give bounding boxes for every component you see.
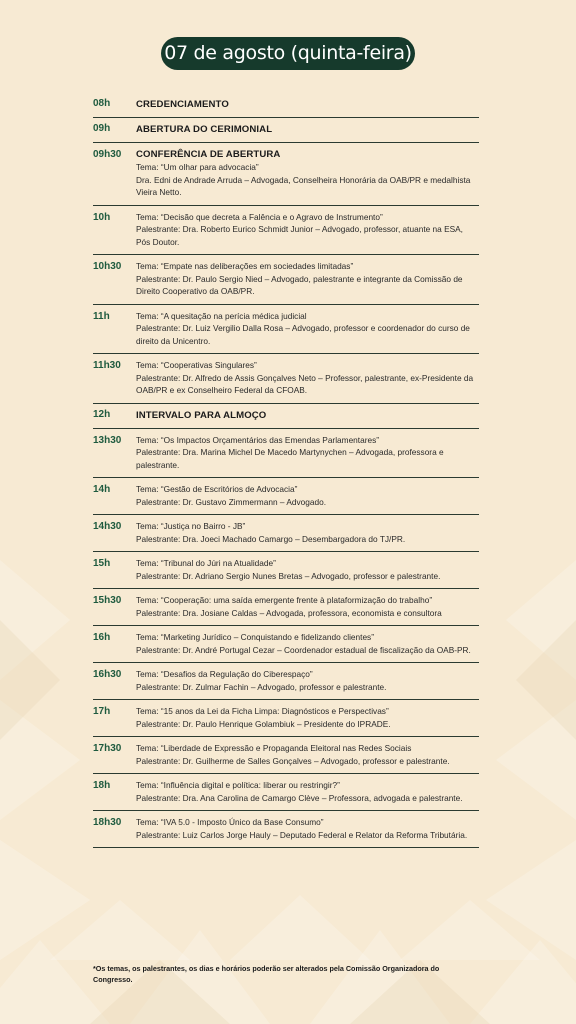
- schedule-content: [136, 310, 479, 348]
- schedule-time: 10h30: [93, 261, 122, 272]
- schedule-content: [136, 123, 479, 136]
- schedule-time: 15h: [93, 558, 111, 569]
- talk-speaker: Palestrante: Dr. Gustavo Zimmermann – Advogado.: [136, 496, 326, 507]
- schedule-row: [93, 404, 479, 429]
- section-title: INTERVALO PARA ALMOÇO: [136, 409, 267, 421]
- talk-speaker: Palestrante: Dr. Zulmar Fachin – Advogado, professor e palestrante.: [136, 681, 387, 692]
- schedule-time: 18h30: [93, 817, 122, 828]
- section-title: CREDENCIAMENTO: [136, 99, 229, 110]
- schedule-content: [136, 668, 479, 693]
- schedule-content: [136, 98, 479, 111]
- talk-speaker: Palestrante: Luiz Carlos Jorge Hauly – Deputado Federal e Relator da Reforma Tributária.: [136, 829, 468, 840]
- schedule-content: [136, 705, 479, 730]
- schedule-list: [93, 93, 479, 848]
- schedule-content: [136, 816, 479, 841]
- schedule-time: 09h: [93, 123, 111, 134]
- schedule-content: [136, 483, 479, 508]
- talk-theme: Tema: “A quesitação na perícia médica judicial: [136, 310, 307, 321]
- schedule-row: [93, 478, 479, 515]
- schedule-content: [136, 779, 479, 804]
- schedule-time: 12h: [93, 408, 111, 420]
- schedule-content: [136, 148, 479, 199]
- talk-theme: Tema: “Marketing Jurídico – Conquistando e fidelizando clientes”: [136, 632, 374, 642]
- talk-theme: Tema: “Um olhar para advocacia”: [136, 162, 259, 172]
- schedule-content: [136, 260, 479, 298]
- talk-speaker: Palestrante: Dr. Paulo Henrique Golambiuk – Presidente do IPRADE.: [136, 718, 391, 729]
- schedule-row: [93, 305, 479, 355]
- schedule-time: 16h: [93, 632, 111, 643]
- talk-theme: Tema: “Cooperação: uma saída emergente frente à plataformização do trabalho”: [136, 595, 433, 605]
- schedule-time: 11h: [93, 310, 110, 322]
- talk-theme: Tema: “Tribunal do Júri na Atualidade”: [136, 558, 276, 568]
- footnote: *Os temas, os palestrantes, os dias e horários poderão ser alterados pela Comissão Organizadora do Congresso.: [93, 964, 440, 984]
- schedule-row: [93, 93, 479, 118]
- schedule-time: 17h30: [93, 743, 122, 754]
- talk-speaker: Palestrante: Dr. Luiz Vergilio Dalla Rosa – Advogado, professor e coordenador do curso de direito da Unicentro.: [136, 323, 470, 346]
- talk-theme: Tema: “Desafios da Regulação do Ciberespaço”: [136, 669, 313, 679]
- schedule-time: 15h30: [93, 595, 122, 606]
- schedule-time: 16h30: [93, 669, 122, 680]
- talk-speaker: Palestrante: Dra. Marina Michel De Macedo Martynychen – Advogada, professora e palestrante.: [136, 447, 444, 470]
- talk-theme: Tema: “Justiça no Bairro - JB”: [136, 521, 246, 531]
- schedule-content: [136, 434, 479, 472]
- talk-theme: Tema: “15 anos da Lei da Ficha Limpa: Diagnósticos e Perspectivas”: [136, 706, 389, 716]
- schedule-time: 17h: [93, 706, 111, 717]
- schedule-time: 09h30: [93, 149, 122, 160]
- schedule-time: 14h30: [93, 521, 122, 532]
- schedule-row: [93, 737, 479, 774]
- schedule-content: [136, 557, 479, 582]
- schedule-time: 08h: [93, 98, 111, 109]
- talk-theme: Tema: “Cooperativas Singulares”: [136, 360, 257, 370]
- schedule-content: [136, 631, 479, 656]
- talk-speaker: Palestrante: Dra. Josiane Caldas – Advogada, professora, economista e consultora: [136, 607, 442, 618]
- date-header: 07 de agosto (quinta-feira): [161, 37, 415, 70]
- schedule-row: [93, 811, 479, 848]
- talk-speaker: Palestrante: Dr. Paulo Sergio Nied – Advogado, palestrante e integrante da Comissão de Direito Cooperativo da OAB/PR.: [136, 273, 463, 296]
- schedule-row: [93, 118, 479, 143]
- schedule-content: [136, 211, 479, 249]
- talk-theme: Tema: “Influência digital e política: liberar ou restringir?”: [136, 780, 340, 790]
- schedule-row: [93, 774, 479, 811]
- talk-speaker: Dra. Edni de Andrade Arruda – Advogada, Conselheira Honorária da OAB/PR e medalhista Vieira Netto.: [136, 174, 471, 197]
- talk-speaker: Palestrante: Dra. Joeci Machado Camargo – Desembargadora do TJ/PR.: [136, 533, 406, 544]
- schedule-row: [93, 354, 479, 404]
- talk-theme: Tema: “Decisão que decreta a Falência e o Agravo de Instrumento”: [136, 211, 383, 222]
- schedule-row: [93, 626, 479, 663]
- talk-theme: Tema: “IVA 5.0 - Imposto Único da Base Consumo”: [136, 817, 324, 827]
- schedule-time: 10h: [93, 211, 111, 223]
- schedule-row: [93, 143, 479, 206]
- talk-speaker: Palestrante: Dr. Alfredo de Assis Gonçalves Neto – Professor, palestrante, ex-Presidente da OAB/PR e ex Conselheiro Federal da CFOAB.: [136, 372, 474, 395]
- schedule-content: [136, 594, 479, 619]
- schedule-row: [93, 663, 479, 700]
- schedule-content: [136, 359, 479, 397]
- schedule-time: 11h30: [93, 360, 121, 371]
- schedule-time: 13h30: [93, 434, 122, 446]
- schedule-row: [93, 255, 479, 305]
- talk-speaker: Palestrante: Dra. Roberto Eurico Schmidt Junior – Advogado, professor, atuante na ESA, Pós Doutor.: [136, 224, 463, 247]
- talk-speaker: Palestrante: Dr. Guilherme de Salles Gonçalves – Advogado, professor e palestrante.: [136, 755, 450, 766]
- schedule-row: [93, 589, 479, 626]
- schedule-content: [136, 742, 479, 767]
- section-title: ABERTURA DO CERIMONIAL: [136, 124, 273, 135]
- talk-theme: Tema: “Gestão de Escritórios de Advocacia”: [136, 484, 298, 494]
- schedule-row: [93, 206, 479, 256]
- schedule-row: [93, 429, 479, 479]
- talk-theme: Tema: “Empate nas deliberações em sociedades limitadas”: [136, 261, 354, 271]
- schedule-content: [136, 409, 479, 422]
- schedule-content: [136, 520, 479, 545]
- schedule-row: [93, 552, 479, 589]
- schedule-row: [93, 700, 479, 737]
- schedule-time: 18h: [93, 780, 111, 791]
- talk-speaker: Palestrante: Dr. Adriano Sergio Nunes Bretas – Advogado, professor e palestrante.: [136, 570, 441, 581]
- talk-speaker: Palestrante: Dra. Ana Carolina de Camargo Clève – Professora, advogada e palestrante.: [136, 792, 463, 803]
- talk-theme: Tema: “Liberdade de Expressão e Propaganda Eleitoral nas Redes Sociais: [136, 743, 412, 753]
- section-title: CONFERÊNCIA DE ABERTURA: [136, 149, 281, 160]
- talk-theme: Tema: “Os Impactos Orçamentários das Emendas Parlamentares”: [136, 434, 380, 445]
- talk-speaker: Palestrante: Dr. André Portugal Cezar – Coordenador estadual de fiscalização da OAB-PR.: [136, 644, 471, 655]
- schedule-row: [93, 515, 479, 552]
- schedule-time: 14h: [93, 484, 111, 495]
